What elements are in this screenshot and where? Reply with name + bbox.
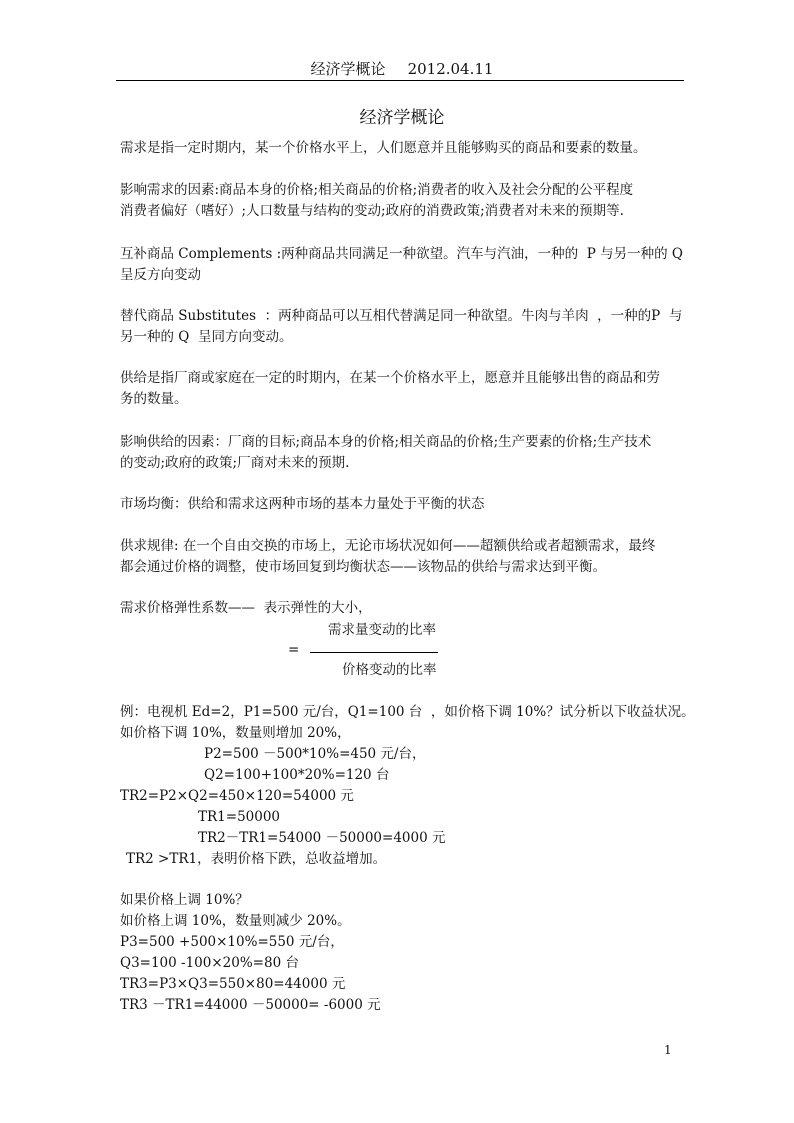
formula-equals: = bbox=[288, 642, 300, 658]
supply-factors-line-1: 影响供给的因素：厂商的目标;商品本身的价格;相关商品的价格;生产要素的价格;生产技术 bbox=[120, 434, 652, 450]
example-line-1: 例：电视机 Ed=2，P1=500 元/台，Q1=100 台 ，如价格下调 10%？试分析以下收益状况。 bbox=[120, 704, 695, 720]
page-number: 1 bbox=[664, 1043, 672, 1057]
supply-definition-line-2: 务的数量。 bbox=[120, 391, 188, 407]
example-line-6: TR1=50000 bbox=[198, 809, 281, 825]
document-title: 经济学概论 bbox=[359, 108, 445, 128]
supply-definition-line-1: 供给是指厂商或家庭在一定的时期内，在某一个价格水平上，愿意并且能够出售的商品和劳 bbox=[120, 370, 660, 386]
demand-factors-line-1: 影响需求的因素:商品本身的价格;相关商品的价格;消费者的收入及社会分配的公平程度 bbox=[120, 182, 634, 198]
page-header bbox=[120, 58, 684, 80]
elasticity-intro: 需求价格弹性系数—— 表示弹性的大小， bbox=[120, 600, 372, 616]
supply-factors-line-2: 的变动;政府的政策;厂商对未来的预期. bbox=[120, 455, 350, 471]
formula-numerator: 需求量变动的比率 bbox=[328, 622, 436, 638]
header-divider bbox=[116, 80, 684, 81]
complements-line-1: 互补商品 Complements :两种商品共同满足一种欲望。汽车与汽油，一种的 P 与另一种的 Q bbox=[120, 246, 683, 262]
header-date: 2012.04.11 bbox=[407, 60, 494, 78]
example-line-5: TR2=P2×Q2=450×120=54000 元 bbox=[120, 788, 354, 804]
supply-demand-law-line-1: 供求规律: 在一个自由交换的市场上，无论市场状况如何——超额供给或者超额需求，最终 bbox=[120, 538, 656, 554]
example-line-2: 如价格下调 10%，数量则增加 20%， bbox=[120, 725, 351, 741]
header-title: 经济学概论 bbox=[310, 60, 386, 78]
supply-demand-law-line-2: 都会通过价格的调整，使市场回复到均衡状态——该物品的供给与需求达到平衡。 bbox=[120, 559, 606, 575]
example2-line-3: P3=500 +500×10%=550 元/台， bbox=[120, 934, 344, 950]
example-line-8: TR2 >TR1，表明价格下跌，总收益增加。 bbox=[126, 851, 387, 867]
substitutes-line-2: 另一种的 Q 呈同方向变动。 bbox=[120, 329, 293, 345]
substitutes-line-1: 替代商品 Substitutes ：两种商品可以互相代替满足同一种欲望。牛肉与羊肉 ，一种的P 与 bbox=[120, 308, 683, 324]
demand-factors-line-2: 消费者偏好（嗜好）;人口数量与结构的变动;政府的消费政策;消费者对未来的预期等. bbox=[120, 203, 624, 219]
example-line-4: Q2=100+100*20%=120 台 bbox=[204, 767, 390, 783]
formula-fraction-bar bbox=[310, 652, 438, 653]
example-line-7: TR2－TR1=54000 －50000=4000 元 bbox=[198, 830, 446, 846]
formula-denominator: 价格变动的比率 bbox=[342, 662, 437, 678]
example2-line-5: TR3=P3×Q3=550×80=44000 元 bbox=[120, 976, 346, 992]
example2-line-4: Q3=100 -100×20%=80 台 bbox=[120, 955, 299, 971]
example-line-3: P2=500 －500*10%=450 元/台， bbox=[204, 746, 426, 762]
example2-line-6: TR3 －TR1=44000 －50000= -6000 元 bbox=[120, 997, 381, 1013]
complements-line-2: 呈反方向变动 bbox=[120, 267, 201, 283]
example2-line-2: 如价格上调 10%，数量则减少 20%。 bbox=[120, 913, 351, 929]
demand-definition: 需求是指一定时期内，某一个价格水平上，人们愿意并且能够购买的商品和要素的数量。 bbox=[120, 140, 647, 156]
example2-line-1: 如果价格上调 10%？ bbox=[120, 892, 249, 908]
market-equilibrium: 市场均衡：供给和需求这两种市场的基本力量处于平衡的状态 bbox=[120, 496, 485, 512]
